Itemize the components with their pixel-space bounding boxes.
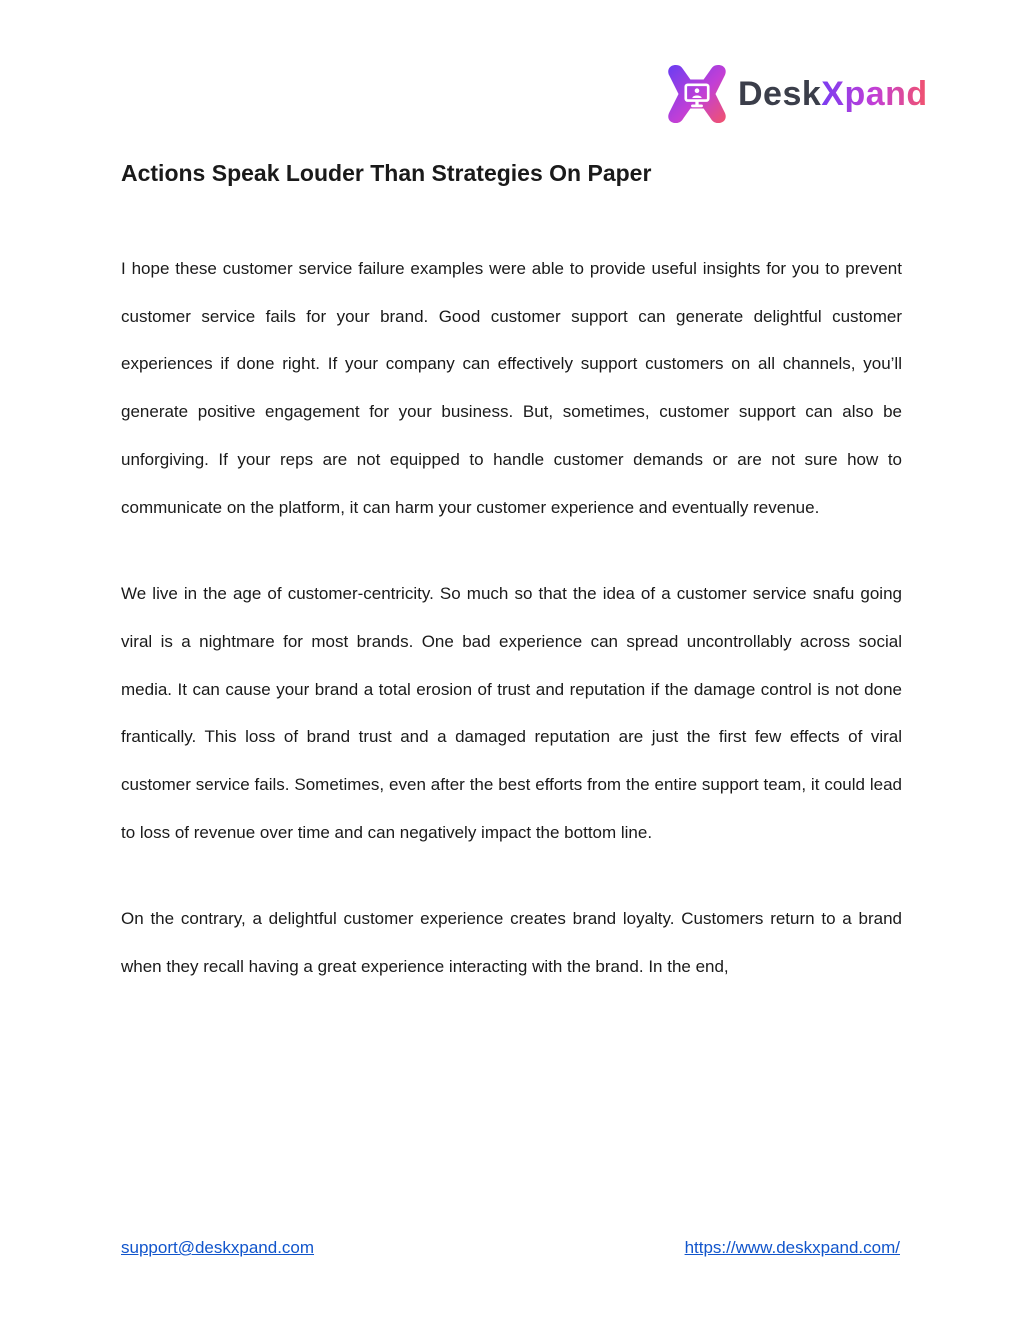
website-link[interactable]: https://www.deskxpand.com/ [684, 1238, 900, 1257]
brand-name-part2: Xpand [821, 74, 928, 113]
page-title: Actions Speak Louder Than Strategies On Paper [121, 160, 652, 186]
deskxpand-logo-icon [664, 61, 730, 127]
support-email-link[interactable]: support@deskxpand.com [121, 1238, 315, 1257]
paragraph-2: We live in the age of customer-centricity. So much so that the idea of a customer service snafu going viral is a nightmare for most brands. One bad experience can spread uncontrollably across social media. It can cause your brand a total erosion of trust and reputation if the damage control is not done frantically. This loss of brand trust and a damaged reputation are just the first few effects of viral customer service fails. Sometimes, even after the best efforts from the entire support team, it could lead to loss of revenue over time and can negatively impact the bottom line. [121, 584, 902, 842]
paragraph-3: On the contrary, a delightful customer experience creates brand loyalty. Customers return to a brand when they recall having a great experience interacting with the brand. In the end, [121, 909, 902, 977]
brand-name-part1: Desk [738, 74, 822, 113]
brand-logo [664, 60, 928, 128]
paragraph-1: I hope these customer service failure examples were able to provide useful insights for you to prevent customer service fails for your brand. Good customer support can generate delightful customer experiences if done right. If your company can effectively support customers on all channels, you’ll generate positive engagement for your business. But, sometimes, customer support can also be unforgiving. If your reps are not equipped to handle customer demands or are not sure how to communicate on the platform, it can harm your customer experience and eventually revenue. [121, 259, 902, 517]
brand-wordmark [738, 75, 928, 114]
document-body [121, 245, 902, 1030]
